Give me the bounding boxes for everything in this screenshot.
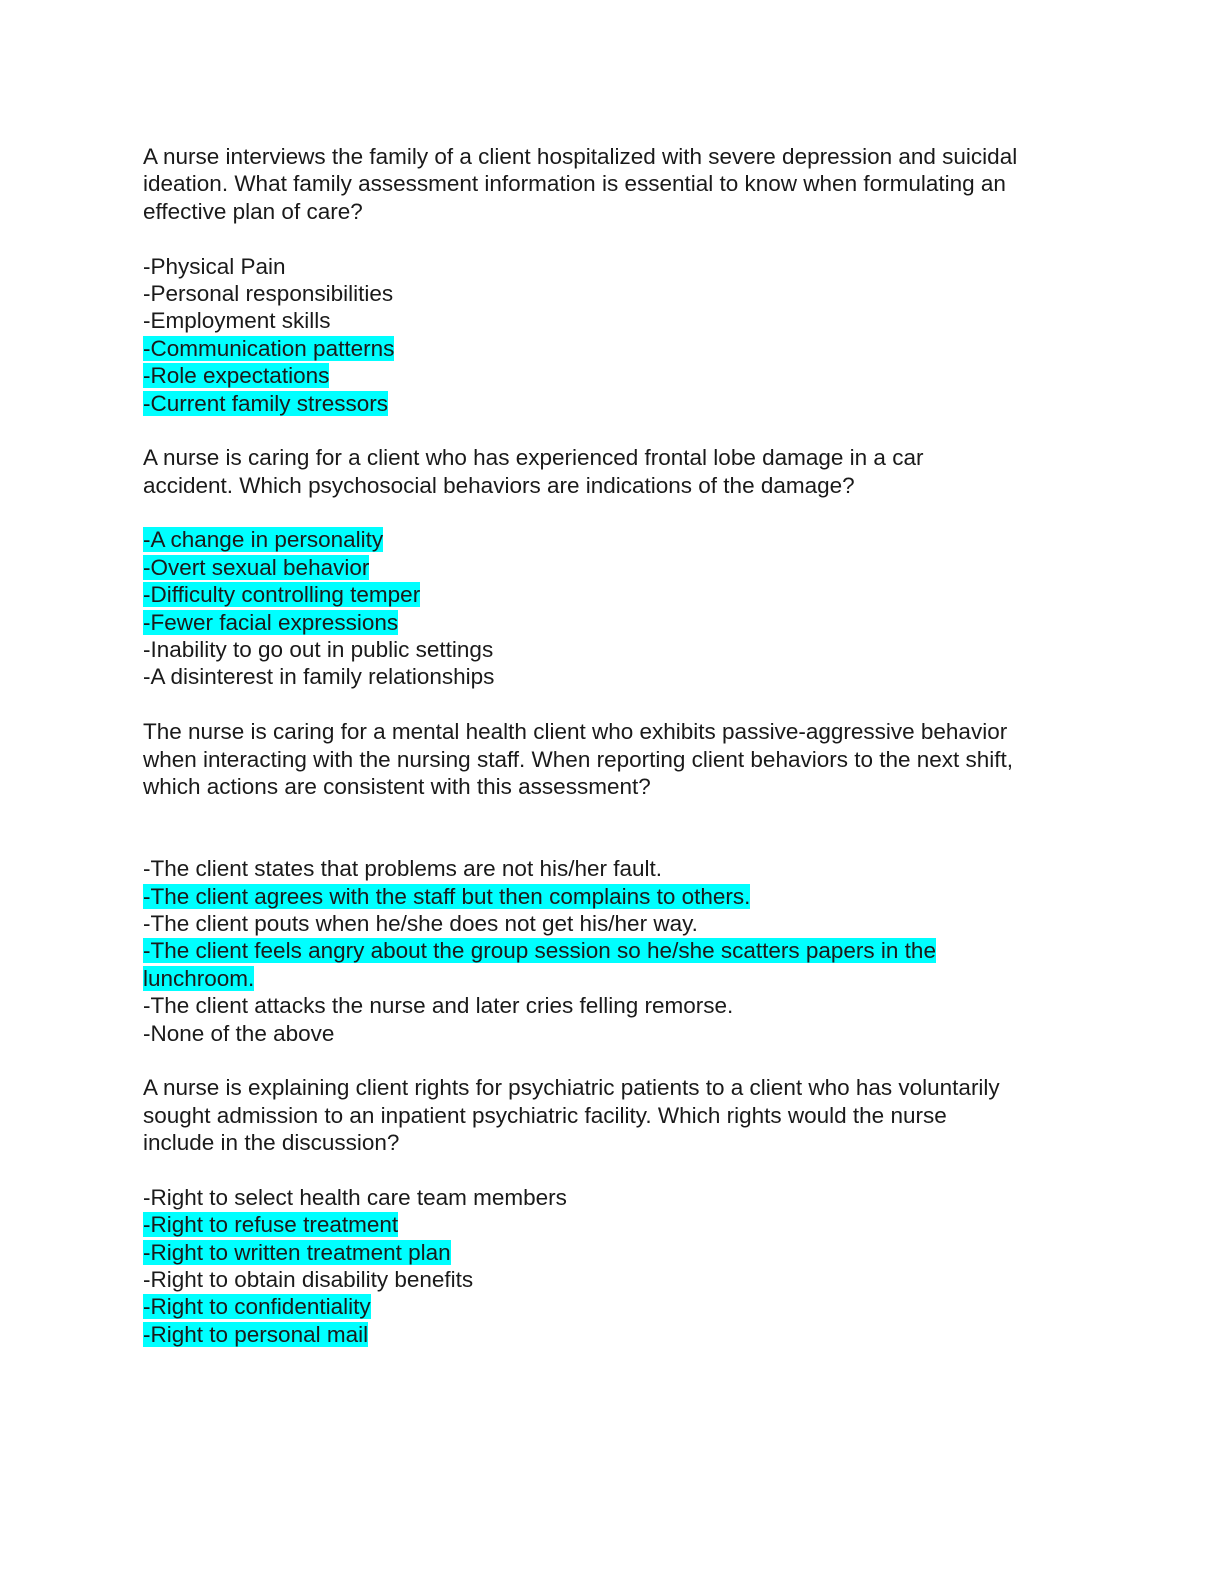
question-text: A nurse interviews the family of a client hospitalized with severe depression and suicidal [143,144,1018,169]
question-text: A nurse is explaining client rights for psychiatric patients to a client who has voluntarily [143,1075,1000,1101]
answer-option: -Personal responsibilities [143,280,394,306]
question-3 [143,718,1093,1047]
answer-option-highlighted: -Overt sexual behavior [143,554,370,580]
answer-option: -Right to obtain disability benefits [143,1267,474,1293]
question-text: include in the discussion? [143,1130,400,1156]
answer-option-highlighted: -The client agrees with the staff but then complains to others. [143,883,751,909]
answer-option: -The client attacks the nurse and later cries felling remorse. [143,993,734,1019]
answer-option: -Inability to go out in public settings [143,637,494,663]
answer-option: -The client states that problems are not his/her fault. [143,856,663,882]
answer-option: -None of the above [143,1020,335,1046]
question-2 [143,444,1093,691]
question-text: accident. Which psychosocial behaviors are indications of the damage? [143,472,855,498]
answer-option: -Employment skills [143,308,331,334]
answer-option-highlighted: -Right to personal mail [143,1321,369,1347]
answer-option-highlighted: -Role expectations [143,363,330,389]
answer-option-highlighted: -The client feels angry about the group session so he/she scatters papers in the [143,938,936,964]
answer-option-highlighted: -Communication patterns [143,335,395,361]
question-text: sought admission to an inpatient psychiatric facility. Which rights would the nurse [143,1102,947,1128]
answer-option-highlighted: -Right to confidentiality [143,1294,371,1320]
answer-option: -The client pouts when he/she does not get his/her way. [143,910,698,936]
answer-option-highlighted: -A change in personality [143,527,384,553]
answer-option-highlighted: -Right to written treatment plan [143,1239,451,1265]
answer-option-highlighted-continued: lunchroom. [143,965,255,991]
answer-option: -A disinterest in family relationships [143,664,495,690]
answer-option-highlighted: -Fewer facial expressions [143,609,399,635]
answer-option-highlighted: -Current family stressors [143,390,389,416]
answer-option-highlighted: -Right to refuse treatment [143,1212,399,1238]
question-text: which actions are consistent with this assessment? [143,773,651,799]
answer-option: -Physical Pain [143,253,286,279]
question-1 [143,143,1093,417]
question-4 [143,1074,1093,1348]
answer-option: -Right to select health care team members [143,1184,567,1210]
question-text: when interacting with the nursing staff. When reporting client behaviors to the next shift, [143,746,1014,772]
question-text: effective plan of care? [143,198,363,224]
document-page [143,143,1093,1348]
question-text: ideation. What family assessment information is essential to know when formulating an [143,171,1006,197]
answer-option-highlighted: -Difficulty controlling temper [143,582,421,608]
question-text: The nurse is caring for a mental health client who exhibits passive-aggressive behavior [143,719,1008,745]
question-text: A nurse is caring for a client who has experienced frontal lobe damage in a car [143,445,924,471]
